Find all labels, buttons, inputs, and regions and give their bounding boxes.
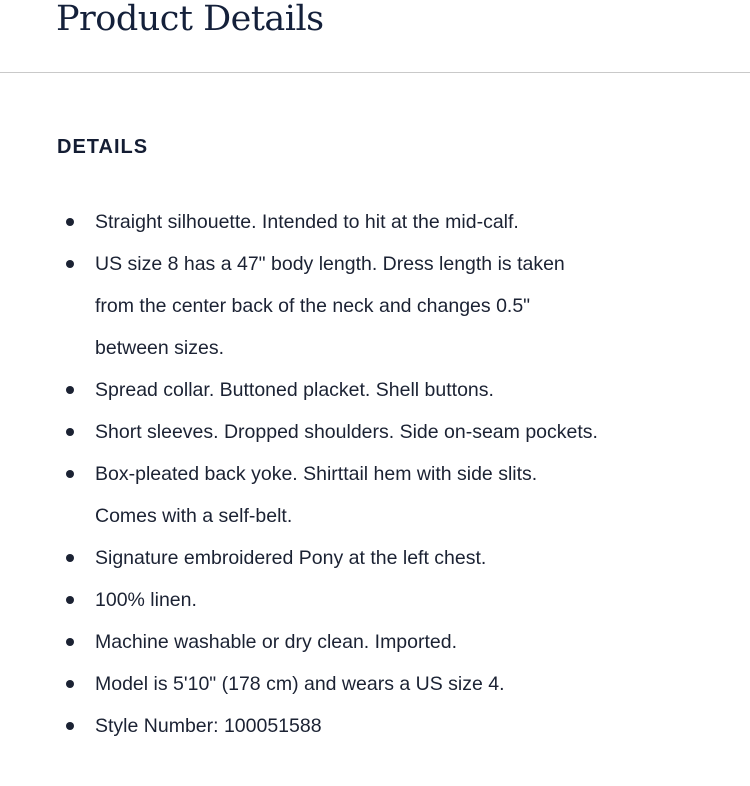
detail-item-length <box>0 243 750 369</box>
detail-item-silhouette <box>0 201 750 243</box>
bullet-icon <box>66 596 74 604</box>
bullet-icon <box>66 428 74 436</box>
detail-text: Box-pleated back yoke. Shirttail hem with side slits. Comes with a self-belt. <box>95 463 538 527</box>
detail-item-model <box>0 663 750 705</box>
bullet-icon <box>66 638 74 646</box>
detail-text: Spread collar. Buttoned placket. Shell buttons. <box>95 379 494 401</box>
bullet-icon <box>66 218 74 226</box>
detail-text: 100% linen. <box>95 589 197 611</box>
detail-item-sleeves <box>0 411 750 453</box>
detail-text: Style Number: 100051588 <box>95 715 322 737</box>
bullet-icon <box>66 722 74 730</box>
bullet-icon <box>66 470 74 478</box>
detail-text: Straight silhouette. Intended to hit at the mid-calf. <box>95 211 519 233</box>
detail-item-care <box>0 621 750 663</box>
page-title: Product Details <box>56 0 324 39</box>
details-heading: DETAILS <box>57 136 149 158</box>
title-divider <box>0 72 750 73</box>
detail-text: Machine washable or dry clean. Imported. <box>95 631 458 653</box>
bullet-icon <box>66 554 74 562</box>
detail-text: Model is 5'10" (178 cm) and wears a US size 4. <box>95 673 505 695</box>
detail-item-collar <box>0 369 750 411</box>
detail-text: Short sleeves. Dropped shoulders. Side on-seam pockets. <box>95 421 598 443</box>
detail-text: US size 8 has a 47" body length. Dress length is taken from the center back of the neck and changes 0.5" between sizes. <box>95 253 565 359</box>
detail-text: Signature embroidered Pony at the left chest. <box>95 547 487 569</box>
detail-item-pony <box>0 537 750 579</box>
detail-item-material <box>0 579 750 621</box>
detail-item-yoke <box>0 453 750 537</box>
bullet-icon <box>66 260 74 268</box>
bullet-icon <box>66 386 74 394</box>
detail-item-style-number <box>0 705 750 747</box>
bullet-icon <box>66 680 74 688</box>
details-list <box>0 201 750 747</box>
